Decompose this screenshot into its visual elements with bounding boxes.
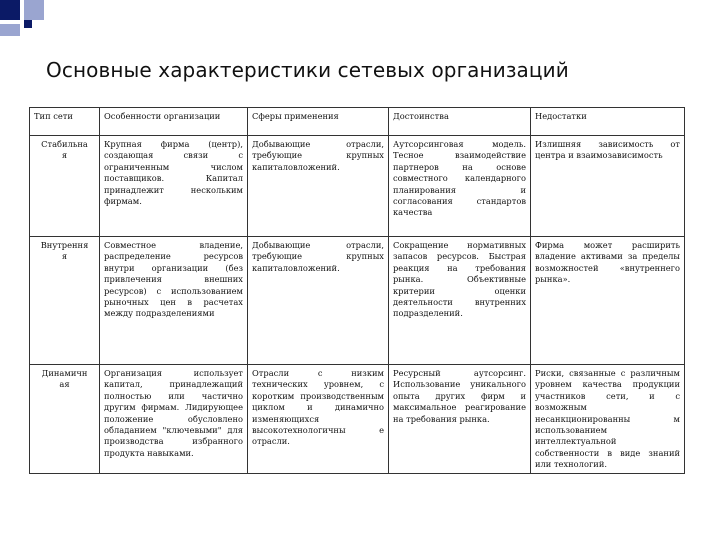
cell-features: Крупная фирма (центр), создающая связи с ограниченным числом поставщиков. Капитал принадлежит нескольким фирмам. (100, 136, 248, 237)
header-network-type: Тип сети (30, 108, 100, 136)
deco-square-3 (0, 24, 20, 36)
cell-advantages: Аутсорсинговая модель. Тесное взаимодействие партнеров на основе совместного календарного планирования и согласования стандартов качества (389, 136, 531, 237)
cell-features: Организация использует капитал, принадлежащий полностью или частично другим фирмам. Лидирующее положение обусловлено обладанием "ключевыми" для производства избранного продукта навыками. (100, 365, 248, 474)
cell-disadvantages: Риски, связанные с различным уровнем качества продукции участников сети, и с возможным несанкционированны м использованием интеллектуальной собственности в виде знаний или технологий. (531, 365, 685, 474)
cell-application: Добывающие отрасли, требующие крупных капиталовложений. (248, 136, 389, 237)
header-advantages: Достоинства (389, 108, 531, 136)
cell-network-type: Внутрення я (30, 237, 100, 365)
header-organization-features: Особенности организации (100, 108, 248, 136)
cell-disadvantages: Фирма может расширить владение активами за пределы возможностей «внутреннего рынка». (531, 237, 685, 365)
deco-square-1 (0, 0, 20, 20)
table-row (30, 136, 685, 237)
page-title: Основные характеристики сетевых организаций (46, 58, 569, 82)
deco-square-4 (24, 20, 32, 28)
cell-disadvantages: Излишняя зависимость от центра и взаимозависимость (531, 136, 685, 237)
cell-application: Отрасли с низким технических уровнем, с коротким производственным циклом и динамично изменяющихся высокотехнологичны е отрасли. (248, 365, 389, 474)
deco-square-2 (24, 0, 44, 20)
cell-features: Совместное владение, распределение ресурсов внутри организации (без привлечения внешних ресурсов) с использованием рыночных цен в расчетах между подразделениями (100, 237, 248, 365)
characteristics-table (29, 107, 685, 474)
cell-network-type: Стабильна я (30, 136, 100, 237)
header-disadvantages: Недостатки (531, 108, 685, 136)
cell-advantages: Сокращение нормативных запасов ресурсов. Быстрая реакция на требования рынка. Объективные критерии оценки деятельности внутренних подразделений. (389, 237, 531, 365)
cell-advantages: Ресурсный аутсорсинг. Использование уникального опыта других фирм и максимальное реагирование на требования рынка. (389, 365, 531, 474)
header-row (30, 108, 685, 136)
header-application-areas: Сферы применения (248, 108, 389, 136)
table-row (30, 365, 685, 474)
cell-application: Добывающие отрасли, требующие крупных капиталовложений. (248, 237, 389, 365)
table-row (30, 237, 685, 365)
cell-network-type: Динамичн ая (30, 365, 100, 474)
